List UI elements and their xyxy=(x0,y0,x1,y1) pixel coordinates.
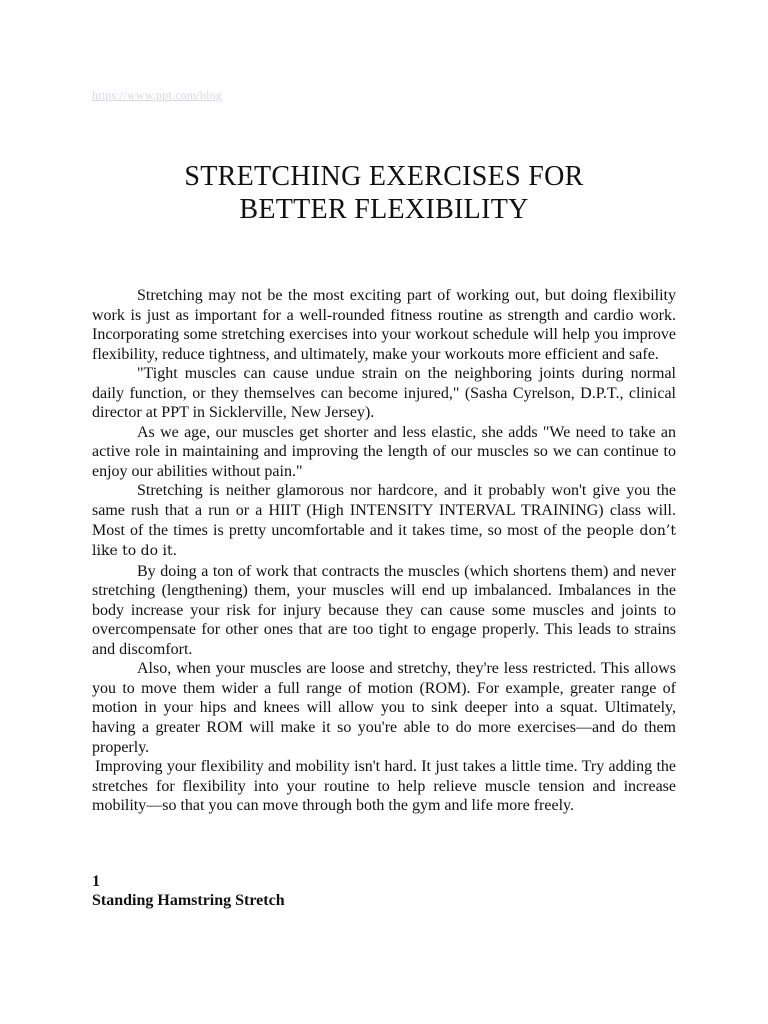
emphasized-phrase: people don’t like to do it. xyxy=(92,522,676,560)
paragraph-quote: "Tight muscles can cause undue strain on the neighboring joints during normal daily function, or they themselves can become injured," (Sasha Cyrelson, D.P.T., clinical director at PPT in Sicklerville, New Jersey). xyxy=(92,365,676,422)
title-line-2: BETTER FLEXIBILITY xyxy=(239,194,529,225)
paragraph-intro: Stretching may not be the most exciting part of working out, but doing flexibility work is just as important for a well-rounded fitness routine as strength and cardio work. Incorporating some stretching exercises into your workout schedule will help you improve flexibility, reduce tightness, and ultimately, make your workouts more efficient and safe. xyxy=(92,287,676,363)
header-link[interactable]: https://www.ppt.com/blog xyxy=(92,88,223,102)
paragraph-not-glamorous-text: Stretching is neither glamorous nor hardcore, and it probably won't give you the same rush that a run or a HIIT (High INTENSITY INTERVAL TRAINING) class will. Most of the times is pretty uncomfortable and it takes time, so most of the xyxy=(92,482,676,539)
section-number: 1 xyxy=(92,873,100,890)
paragraph-improving: Improving your flexibility and mobility isn't hard. It just takes a little time. Try adding the stretches for flexibility into your routine to help relieve muscle tension and increase mobility—so that you can move through both the gym and life more freely. xyxy=(92,758,676,815)
body-text xyxy=(92,286,676,816)
paragraph-range-of-motion: Also, when your muscles are loose and stretchy, they're less restricted. This allows you to move them wider a full range of motion (ROM). For example, greater range of motion in your hips and knees will allow you to sink deeper into a squat. Ultimately, having a greater ROM will make it so you're able to do more exercises—and do them properly. xyxy=(92,660,676,756)
paragraph-aging: As we age, our muscles get shorter and less elastic, she adds "We need to take an active role in maintaining and improving the length of our muscles so we can continue to enjoy our abilities without pain." xyxy=(92,423,676,480)
paragraph-not-glamorous xyxy=(92,481,676,561)
section-heading: Standing Hamstring Stretch xyxy=(92,892,285,909)
page-title xyxy=(92,160,676,226)
title-line-1: STRETCHING EXERCISES FOR xyxy=(184,161,584,192)
paragraph-imbalance: By doing a ton of work that contracts the muscles (which shortens them) and never stretching (lengthening) them, your muscles will end up imbalanced. Imbalances in the body increase your risk for injury because they can cause some muscles and joints to overcompensate for other ones that are too tight to engage properly. This leads to strains and discomfort. xyxy=(92,562,676,658)
